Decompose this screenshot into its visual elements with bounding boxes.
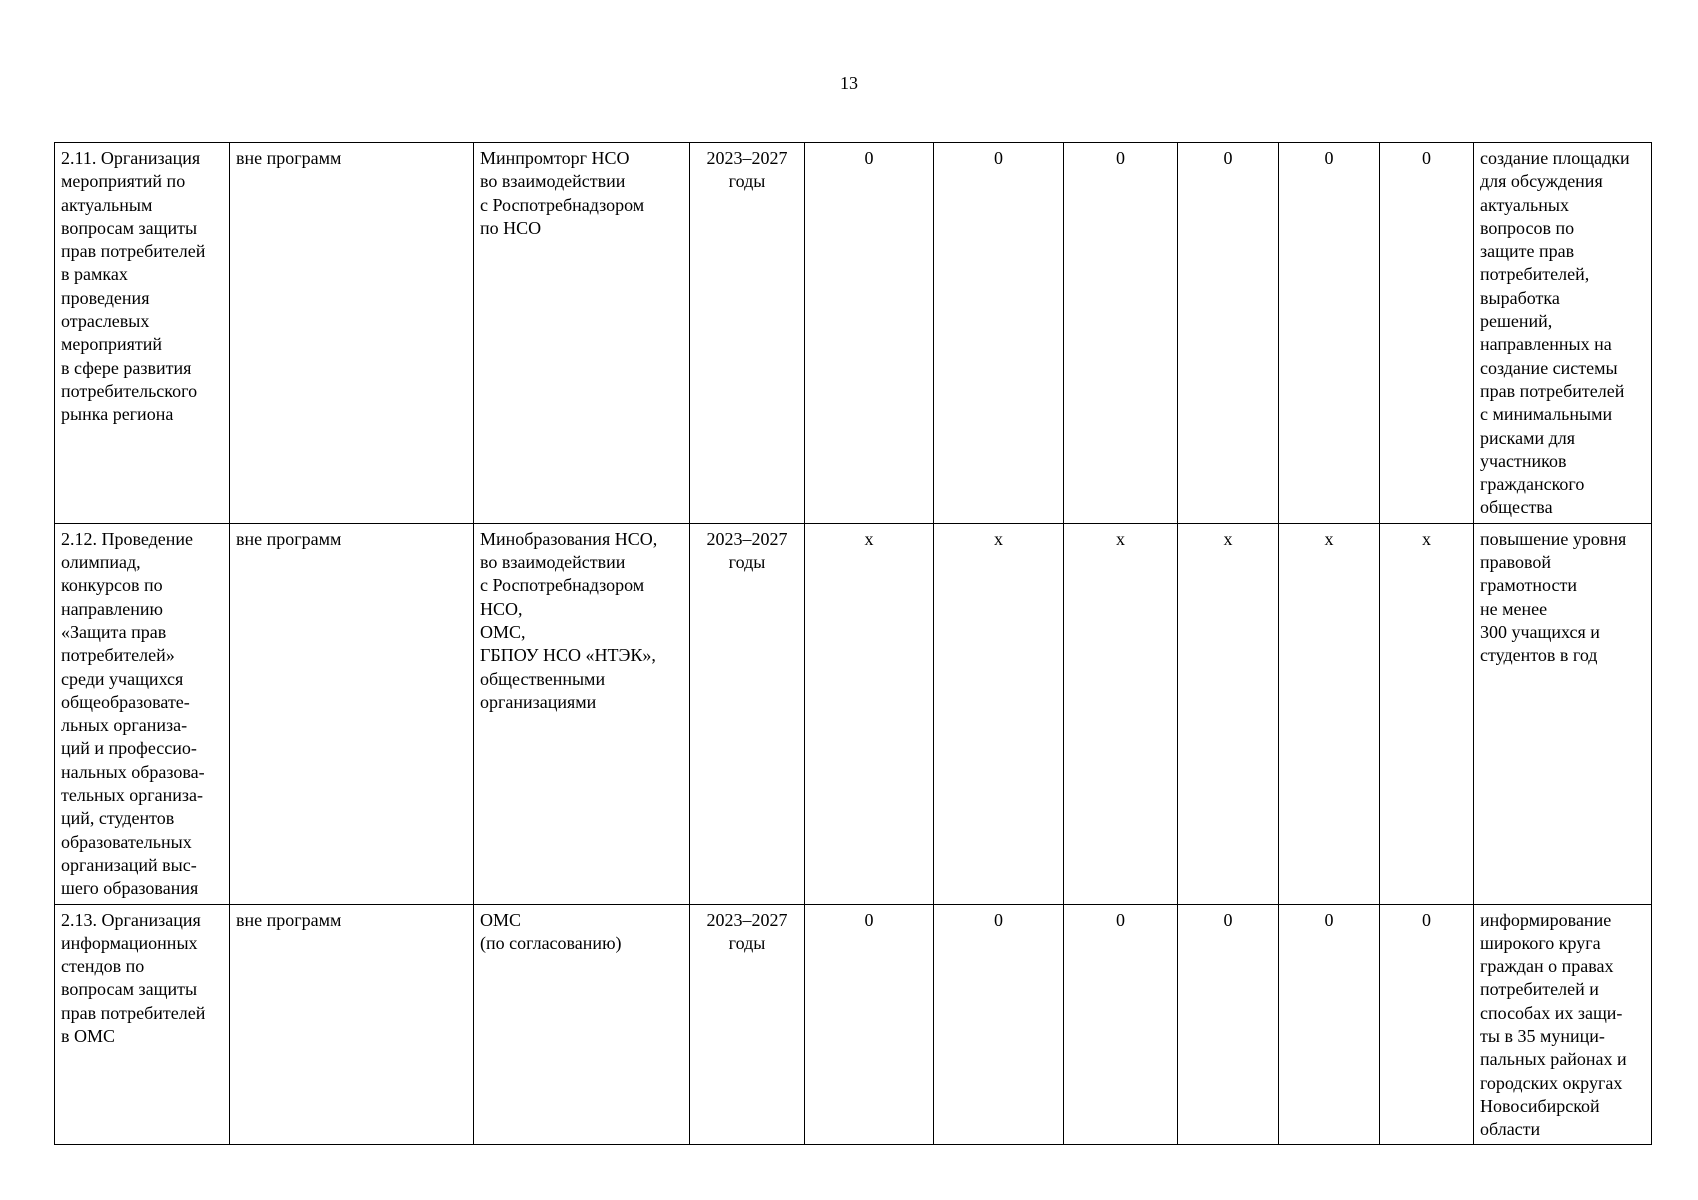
- value-cell: 0: [1178, 143, 1279, 524]
- executor-cell: ОМС (по согласованию): [474, 904, 690, 1145]
- executor-cell: Минобразования НСО, во взаимодействии с Роспотребнадзором НСО, ОМС, ГБПОУ НСО «НТЭК», общественными организациями: [474, 523, 690, 904]
- value-cell: 0: [1279, 904, 1380, 1145]
- program-cell: вне программ: [230, 143, 474, 524]
- value-cell: 0: [805, 143, 934, 524]
- value-cell: 0: [1064, 904, 1178, 1145]
- value-cell: х: [1279, 523, 1380, 904]
- value-cell: 0: [1178, 904, 1279, 1145]
- result-cell: информирование широкого круга граждан о правах потребителей и способах их защи- ты в 35 муници- пальных районах и городских округах Новосибирской области: [1474, 904, 1652, 1145]
- value-cell: 0: [1064, 143, 1178, 524]
- executor-cell: Минпромторг НСО во взаимодействии с Роспотребнадзором по НСО: [474, 143, 690, 524]
- result-cell: повышение уровня правовой грамотности не менее 300 учащихся и студентов в год: [1474, 523, 1652, 904]
- result-cell: создание площадки для обсуждения актуальных вопросов по защите прав потребителей, выработка решений, направленных на создание системы прав потребителей с минимальными рисками для участников гражданского общества: [1474, 143, 1652, 524]
- period-cell: 2023–2027 годы: [690, 904, 805, 1145]
- table-row: [55, 143, 1652, 524]
- value-cell: 0: [1380, 143, 1474, 524]
- value-cell: х: [1380, 523, 1474, 904]
- value-cell: х: [805, 523, 934, 904]
- table-row: [55, 523, 1652, 904]
- period-cell: 2023–2027 годы: [690, 143, 805, 524]
- period-cell: 2023–2027 годы: [690, 523, 805, 904]
- value-cell: 0: [934, 143, 1064, 524]
- value-cell: х: [1178, 523, 1279, 904]
- activity-cell: 2.13. Организация информационных стендов по вопросам защиты прав потребителей в ОМС: [55, 904, 230, 1145]
- value-cell: 0: [1279, 143, 1380, 524]
- program-cell: вне программ: [230, 523, 474, 904]
- activity-cell: 2.11. Организация мероприятий по актуальным вопросам защиты прав потребителей в рамках проведения отраслевых мероприятий в сфере развития потребительского рынка региона: [55, 143, 230, 524]
- activities-table: [54, 142, 1652, 1145]
- program-cell: вне программ: [230, 904, 474, 1145]
- value-cell: 0: [805, 904, 934, 1145]
- page-number: 13: [840, 73, 858, 93]
- value-cell: х: [1064, 523, 1178, 904]
- value-cell: х: [934, 523, 1064, 904]
- value-cell: 0: [934, 904, 1064, 1145]
- activity-cell: 2.12. Проведение олимпиад, конкурсов по направлению «Защита прав потребителей» среди учащихся общеобразовате- льных организа- ций и профессио- нальных образова- тельных организа- ций, студентов образовательных организаций выс- шего образования: [55, 523, 230, 904]
- table-row: [55, 904, 1652, 1145]
- value-cell: 0: [1380, 904, 1474, 1145]
